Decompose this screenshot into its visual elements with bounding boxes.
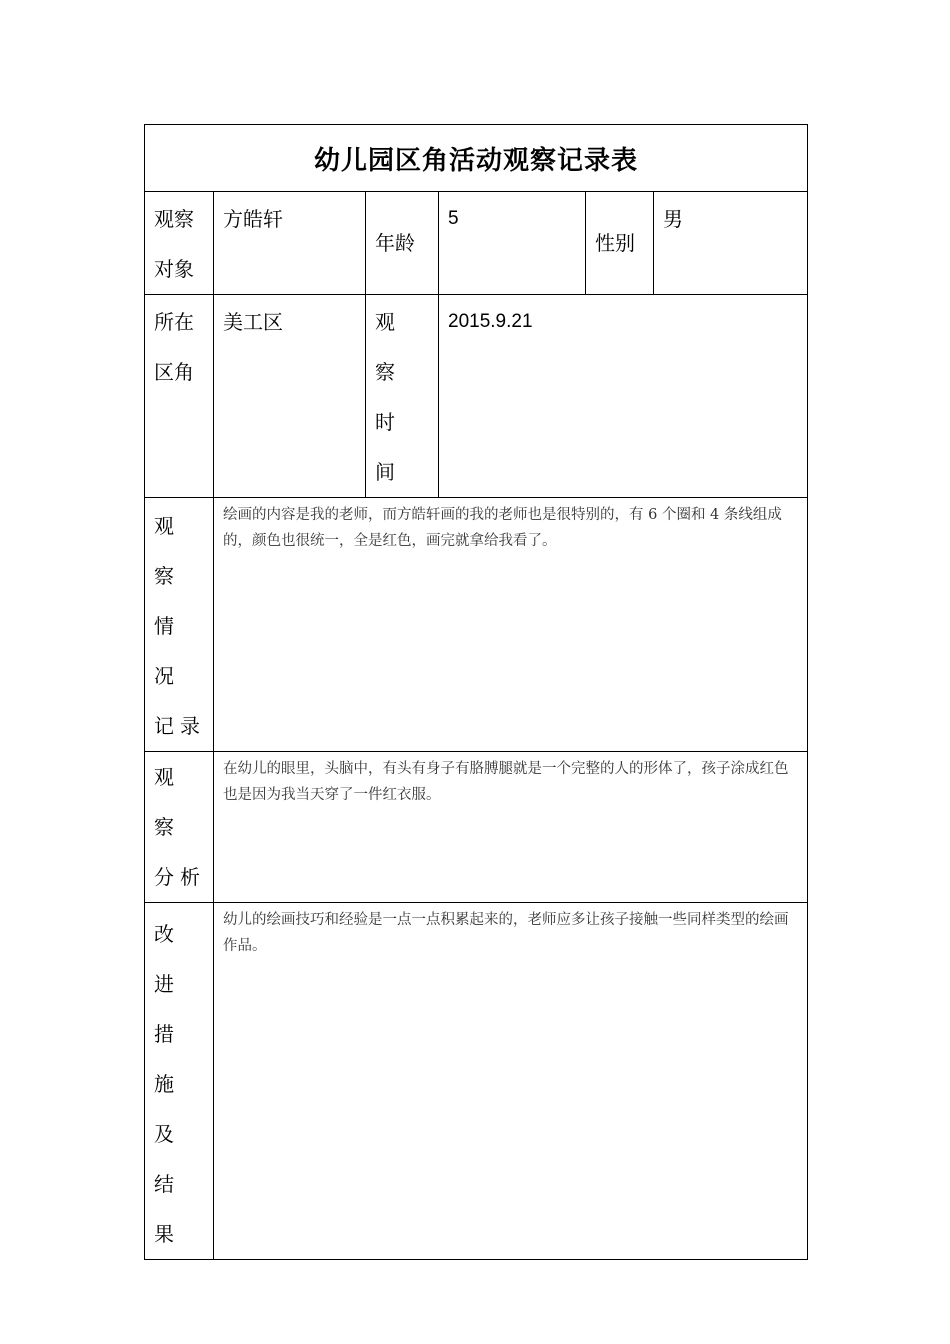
- time-label: [366, 295, 439, 498]
- subject-label-text: 观察 对象: [154, 207, 194, 281]
- analysis-label-text: 观 察 分析: [154, 765, 206, 889]
- observation-record-table: [144, 124, 808, 1260]
- analysis-text: 在幼儿的眼里，头脑中，有头有身子有胳膊腿就是一个完整的人的形体了，孩子涂成红色也是因为我当天穿了一件红衣服。: [214, 752, 808, 903]
- area-value: 美工区: [214, 295, 366, 498]
- improvement-text: 幼儿的绘画技巧和经验是一点一点积累起来的，老师应多让孩子接触一些同样类型的绘画作品。: [214, 903, 808, 1260]
- gender-value: 男: [654, 192, 808, 295]
- table-title: 幼儿园区角活动观察记录表: [145, 125, 808, 192]
- age-value: 5: [439, 192, 586, 295]
- time-label-text: 观 察 时 间: [375, 310, 399, 484]
- subject-value: 方皓轩: [214, 192, 366, 295]
- observation-text: 绘画的内容是我的老师，而方皓轩画的我的老师也是很特别的，有 6 个圈和 4 条线组成的，颜色也很统一，全是红色，画完就拿给我看了。: [214, 498, 808, 752]
- improvement-label: [145, 903, 214, 1260]
- gender-label: 性别: [586, 192, 654, 295]
- area-label: [145, 295, 214, 498]
- age-label: 年龄: [366, 192, 439, 295]
- observation-label-text: 观 察 情 况 记录: [154, 514, 206, 738]
- subject-label: [145, 192, 214, 295]
- area-label-text: 所在 区角: [154, 310, 194, 384]
- analysis-label: [145, 752, 214, 903]
- improvement-label-text: 改 进 措 施 及 结 果: [154, 922, 180, 1246]
- observation-label: [145, 498, 214, 752]
- time-value: 2015.9.21: [439, 295, 808, 498]
